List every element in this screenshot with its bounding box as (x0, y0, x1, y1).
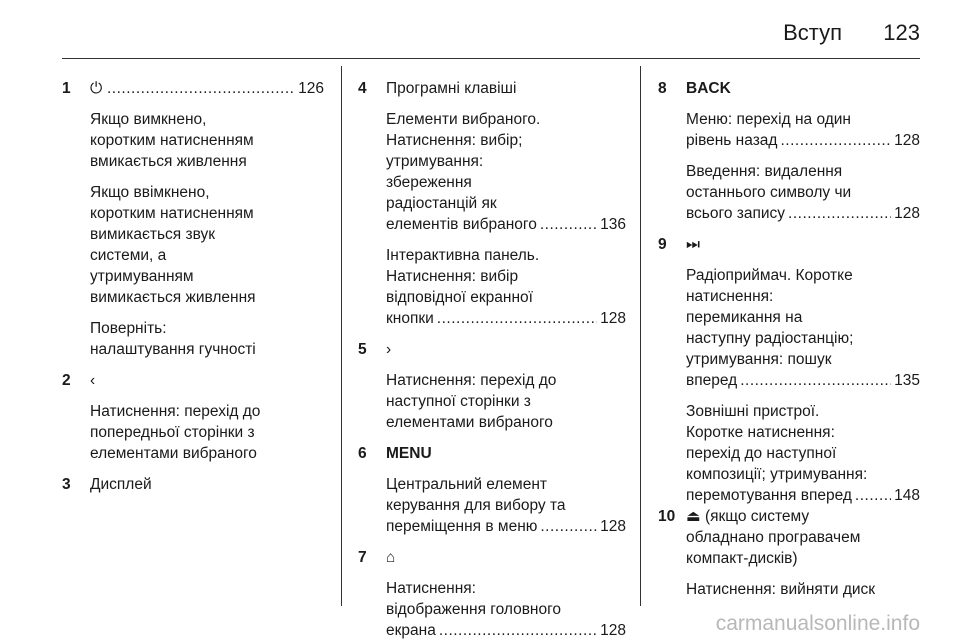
entry-text: елементів вибраного (386, 216, 537, 233)
chevron-right-icon: › (386, 341, 392, 358)
eject-icon: ⏏ (686, 508, 701, 525)
text-line: Радіоприймач. Коротке (686, 267, 853, 284)
text-line: останнього символу чи (686, 184, 852, 201)
item-7-entry-1 (386, 620, 626, 641)
page-ref: 126 (298, 80, 324, 97)
item-10-para-1 (686, 579, 920, 600)
item-8-entry-1 (686, 130, 920, 151)
entry-text: переміщення в меню (386, 518, 538, 535)
text-line: композиції; утримування: (686, 466, 868, 483)
item-1-entry (90, 78, 324, 99)
entry-text: перемотування вперед (686, 487, 852, 504)
item-label: BACK (686, 80, 731, 97)
item-9-entry-1 (686, 370, 920, 391)
item-1-para-3 (90, 318, 324, 360)
text-line: натиснення: (686, 288, 774, 305)
text-line: Натиснення: вийняти диск (686, 581, 876, 598)
text-line: компакт-дисків) (686, 550, 798, 567)
text-line: налаштування гучності (90, 341, 256, 358)
text-line: утримування: пошук (686, 351, 832, 368)
text-line: утримуванням (90, 268, 194, 285)
text-line: Натиснення: перехід до (90, 403, 261, 420)
item-number: 10 (658, 508, 676, 525)
leader-dots (740, 370, 891, 391)
text-line: системи, а (90, 247, 167, 264)
leader-dots (780, 130, 891, 151)
item-6-entry-1 (386, 516, 626, 537)
text-line: вимикається живлення (90, 289, 256, 306)
text-line: Натиснення: перехід до (386, 372, 557, 389)
text-line: Інтерактивна панель. (386, 247, 540, 264)
item-8-entry-2 (686, 203, 920, 224)
text-line: Коротке натиснення: (686, 424, 835, 441)
header-rule (62, 58, 920, 59)
text-line: вимикається звук (90, 226, 216, 243)
item-10-head-text: (якщо систему (704, 508, 810, 525)
page-number: 123 (883, 20, 920, 45)
item-label: MENU (386, 445, 432, 462)
entry-text: всього запису (686, 205, 786, 222)
text-line: перехід до наступної (686, 445, 837, 462)
page-ref: 128 (600, 310, 626, 327)
item-7-para-1 (386, 578, 626, 641)
text-line: вмикається живлення (90, 153, 247, 170)
text-line: наступну радіостанцію; (686, 330, 854, 347)
leader-dots (439, 620, 597, 641)
text-line: обладнано програвачем (686, 529, 861, 546)
item-1-para-1 (90, 109, 324, 172)
item-number: 5 (358, 341, 367, 358)
item-4-entry-2 (386, 308, 626, 329)
item-2 (62, 370, 324, 464)
item-number: 7 (358, 549, 367, 566)
leader-dots (540, 516, 597, 537)
text-line: відображення головного (386, 601, 562, 618)
text-line: Якщо вимкнено, (90, 111, 207, 128)
page-ref: 148 (894, 487, 920, 504)
text-line: елементами вибраного (90, 445, 257, 462)
skip-forward-icon: ⏭ (686, 236, 700, 253)
leader-dots (540, 214, 597, 235)
column-1 (62, 78, 324, 495)
item-7 (358, 547, 626, 641)
item-10 (658, 506, 920, 600)
text-line: наступної сторінки з (386, 393, 531, 410)
text-line: збереження (386, 174, 472, 191)
column-2 (358, 78, 626, 641)
item-number: 2 (62, 372, 71, 389)
page-ref: 128 (600, 518, 626, 535)
page-ref: 135 (894, 372, 920, 389)
text-line: Введення: видалення (686, 163, 843, 180)
item-6 (358, 443, 626, 537)
text-line: радіостанцій як (386, 195, 497, 212)
text-line: елементами вибраного (386, 414, 553, 431)
section-title: Вступ (783, 20, 842, 45)
text-line: Поверніть: (90, 320, 167, 337)
page-ref: 128 (894, 205, 920, 222)
item-2-para-1 (90, 401, 324, 464)
item-9-entry-2 (686, 485, 920, 506)
text-line: коротким натисненням (90, 205, 254, 222)
text-line: перемикання на (686, 309, 803, 326)
item-1 (62, 78, 324, 360)
item-5 (358, 339, 626, 433)
watermark: carmanualsonline.info (715, 612, 920, 635)
text-line: Якщо ввімкнено, (90, 184, 210, 201)
text-line: Натиснення: (386, 580, 476, 597)
text-line: Натиснення: вибір; (386, 132, 523, 149)
leader-dots (107, 78, 295, 99)
item-9-para-1 (686, 265, 920, 391)
item-number: 1 (62, 80, 71, 97)
item-4 (358, 78, 626, 329)
item-4-entry-1 (386, 214, 626, 235)
item-number: 8 (658, 80, 667, 97)
item-1-para-2 (90, 182, 324, 308)
page-ref: 128 (894, 132, 920, 149)
item-number: 6 (358, 445, 367, 462)
chevron-left-icon: ‹ (90, 372, 96, 389)
text-line: відповідної екранної (386, 289, 533, 306)
entry-text: кнопки (386, 310, 434, 327)
column-3 (658, 78, 920, 600)
leader-dots (437, 308, 597, 329)
power-icon: ⏻ (90, 80, 103, 97)
text-line: керування для вибору та (386, 497, 566, 514)
text-line: утримування: (386, 153, 484, 170)
text-line: Натиснення: вибір (386, 268, 519, 285)
leader-dots (855, 485, 891, 506)
item-5-para-1 (386, 370, 626, 433)
item-6-para-1 (386, 474, 626, 537)
item-4-para-2 (386, 245, 626, 329)
page-ref: 128 (600, 622, 626, 639)
item-number: 3 (62, 476, 71, 493)
entry-text: екрана (386, 622, 436, 639)
entry-text: вперед (686, 372, 738, 389)
leader-dots (788, 203, 891, 224)
text-line: Зовнішні пристрої. (686, 403, 820, 420)
item-8-para-2 (686, 161, 920, 224)
text-line: попередньої сторінки з (90, 424, 255, 441)
column-divider-1 (341, 66, 342, 606)
column-divider-2 (640, 66, 641, 606)
page-header (0, 14, 960, 50)
item-label: Програмні клавіші (386, 80, 517, 97)
entry-text: рівень назад (686, 132, 778, 149)
item-label: Дисплей (90, 476, 152, 493)
item-8-para-1 (686, 109, 920, 151)
text-line: Меню: перехід на один (686, 111, 851, 128)
item-9 (658, 234, 920, 506)
item-10-head (686, 506, 920, 527)
item-4-para-1 (386, 109, 626, 235)
item-number: 4 (358, 80, 367, 97)
text-line: Елементи вибраного. (386, 111, 541, 128)
page-ref: 136 (600, 216, 626, 233)
item-9-para-2 (686, 401, 920, 506)
item-8 (658, 78, 920, 224)
text-line: коротким натисненням (90, 132, 254, 149)
text-line: Центральний елемент (386, 476, 547, 493)
home-icon: ⌂ (386, 549, 396, 566)
item-number: 9 (658, 236, 667, 253)
item-3 (62, 474, 324, 495)
